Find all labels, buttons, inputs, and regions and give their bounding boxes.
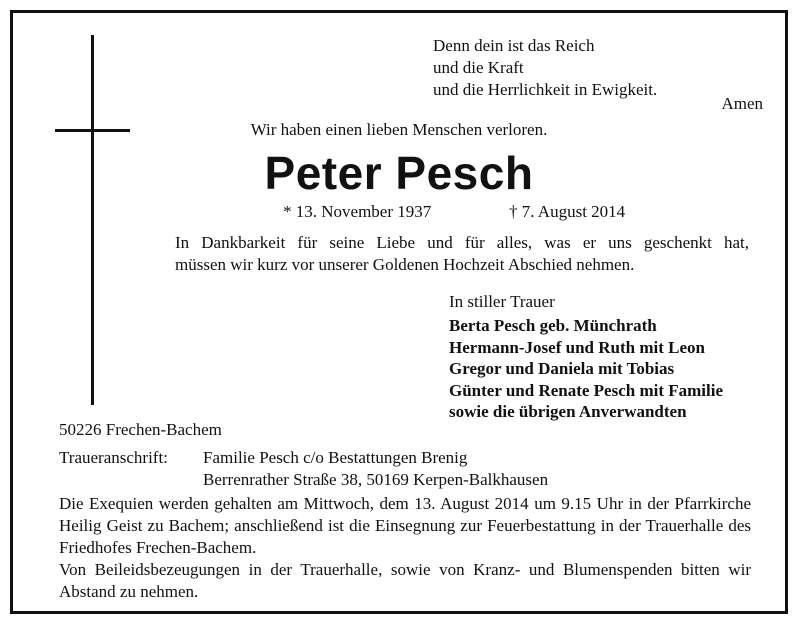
thanks-line-2: müssen wir kurz vor unserer Goldenen Hochzeit Abschied nehmen. bbox=[175, 255, 635, 274]
bible-verse bbox=[433, 35, 657, 101]
trauer-address-line-1: Familie Pesch c/o Bestattungen Brenig bbox=[203, 448, 468, 467]
mourner-entry: Günter und Renate Pesch mit Familie bbox=[449, 380, 724, 400]
mourner-entry: Berta Pesch geb. Münchrath bbox=[449, 316, 657, 335]
mourner-entry: Hermann-Josef und Ruth mit Leon bbox=[449, 337, 705, 357]
birth-date: * 13. November 1937 bbox=[283, 202, 432, 221]
funeral-service-paragraph: Die Exequien werden gehalten am Mittwoch, dem 13. August 2014 um 9.15 Uhr in der Pfarrkirche Heilig Geist zu Bachem; anschließend ist die Einsegnung zur Feuerbestattung in der Trauerhalle des Friedhofes Frechen-Bachem. bbox=[59, 494, 751, 557]
mourners-list bbox=[449, 315, 723, 423]
verse-amen: Amen bbox=[721, 94, 763, 113]
death-date: † 7. August 2014 bbox=[509, 202, 626, 221]
mourner-entry: Gregor und Daniela mit Tobias bbox=[449, 359, 675, 378]
cross-vertical-bar bbox=[91, 35, 94, 405]
verse-line: und die Kraft bbox=[433, 58, 524, 77]
mourning-label: In stiller Trauer bbox=[449, 292, 555, 311]
intro-text: Wir haben einen lieben Menschen verloren. bbox=[250, 120, 548, 139]
location-address: 50226 Frechen-Bachem bbox=[59, 420, 222, 439]
trauer-address-line-2: Berrenrather Straße 38, 50169 Kerpen-Balkhausen bbox=[203, 470, 549, 489]
obituary-notice bbox=[10, 10, 788, 614]
verse-line: und die Herrlichkeit in Ewigkeit. bbox=[433, 80, 658, 99]
condolence-paragraph: Von Beileidsbezeugungen in der Trauerhalle, sowie von Kranz- und Blumenspenden bitten wir Abstand zu nehmen. bbox=[59, 560, 751, 601]
thanks-line-1: In Dankbarkeit für seine Liebe und für alles, was er uns geschenkt hat, bbox=[175, 233, 749, 252]
mourner-entry: sowie die übrigen Anverwandten bbox=[449, 402, 687, 421]
deceased-name: Peter Pesch bbox=[264, 147, 534, 199]
trauer-address-label: Traueranschrift: bbox=[59, 448, 168, 467]
verse-line: Denn dein ist das Reich bbox=[433, 36, 595, 55]
